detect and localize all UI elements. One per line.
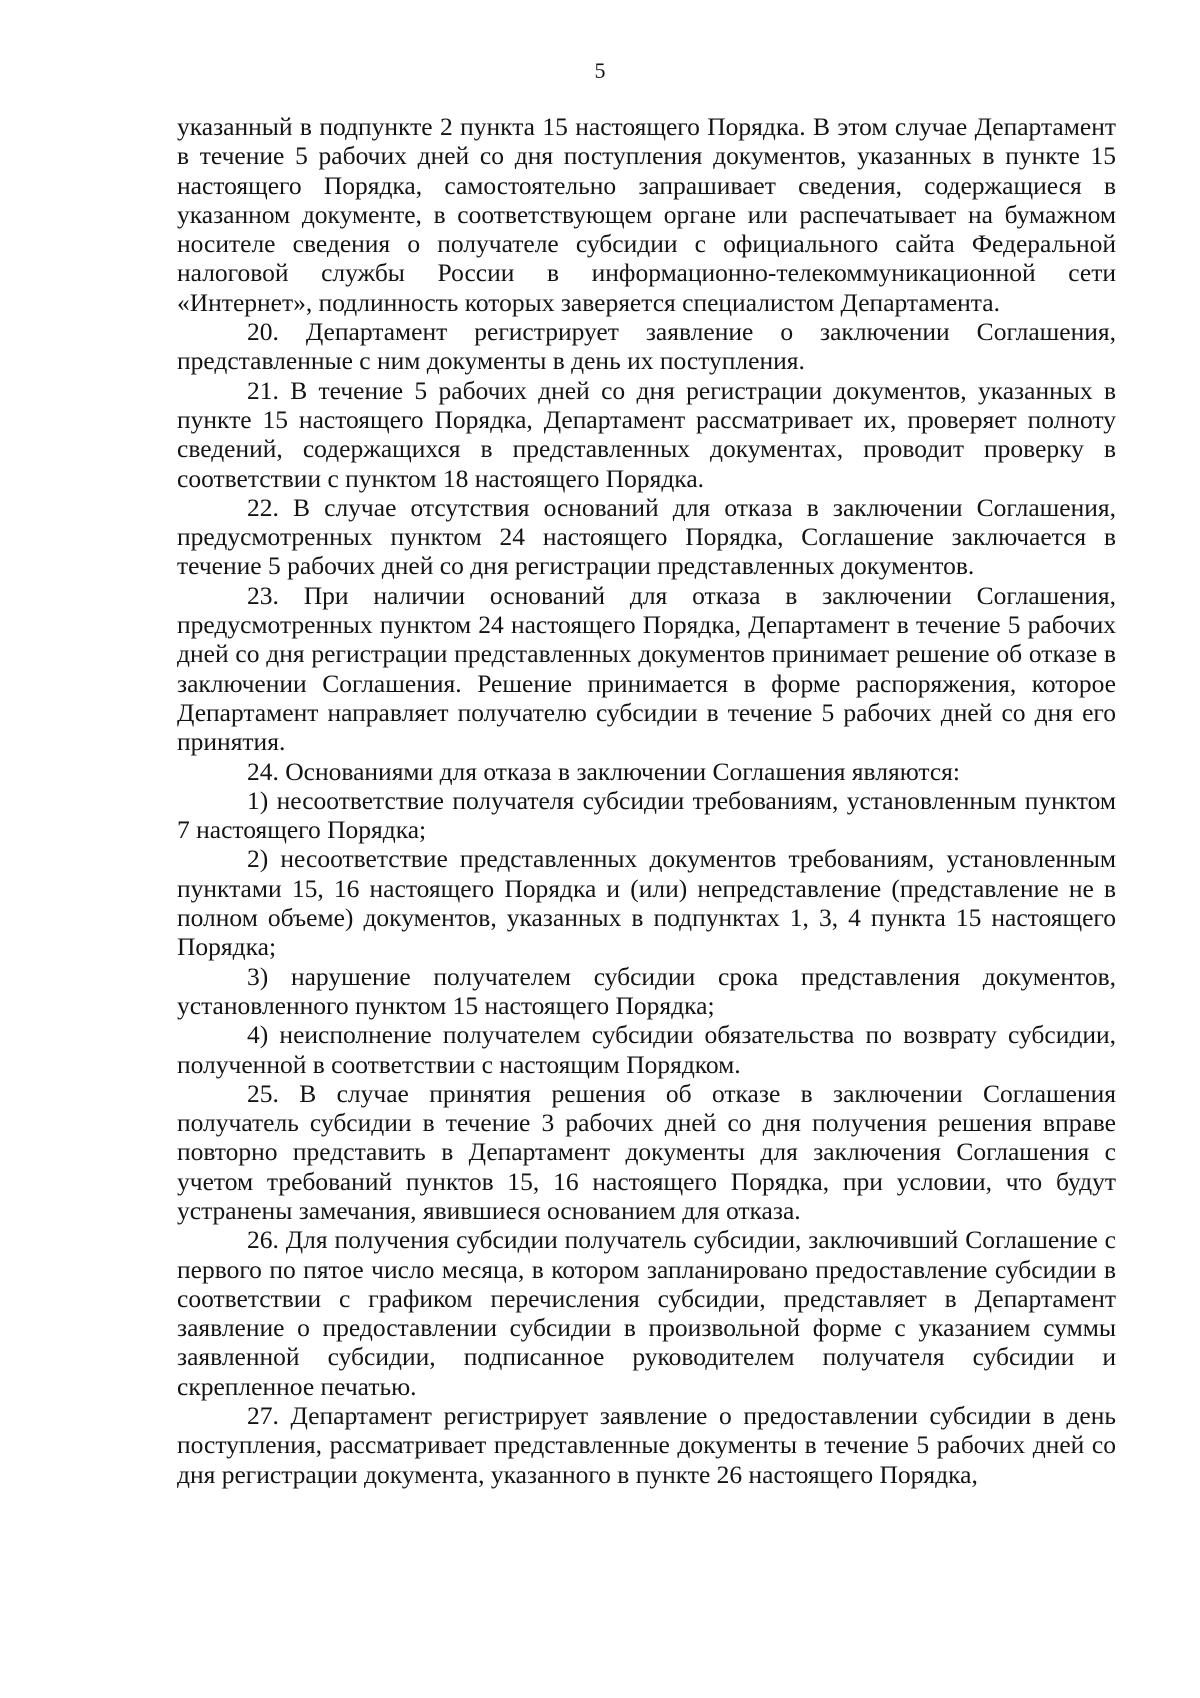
paragraph-20: 20. Департамент регистрирует заявление о заключении Соглашения, представленные с ним документы в день их поступления. (177, 317, 1116, 376)
paragraph-24-item-2: 2) несоответствие представленных документов требованиям, установленным пунктами 15, 16 настоящего Порядка и (или) непредставление (представление не в полном объеме) документов, указанных в подпунктах 1, 3, 4 пункта 15 настоящего Порядка; (177, 844, 1116, 962)
paragraph-21: 21. В течение 5 рабочих дней со дня регистрации документов, указанных в пункте 15 настоящего Порядка, Департамент рассматривает их, проверяет полноту сведений, содержащихся в представленных документах, проводит проверку в соответствии с пунктом 18 настоящего Порядка. (177, 375, 1116, 493)
paragraph-26: 26. Для получения субсидии получатель субсидии, заключивший Соглашение с первого по пятое число месяца, в котором запланировано предоставление субсидии в соответствии с графиком перечисления субсидии, представляет в Департамент заявление о предоставлении субсидии в произвольной форме с указанием суммы заявленной субсидии, подписанное руководителем получателя субсидии и скрепленное печатью. (177, 1225, 1116, 1401)
document-body (177, 112, 1116, 1489)
paragraph-24-item-4: 4) неисполнение получателем субсидии обязательства по возврату субсидии, полученной в соответствии с настоящим Порядком. (177, 1020, 1116, 1079)
paragraph-27: 27. Департамент регистрирует заявление о предоставлении субсидии в день поступления, рассматривает представленные документы в течение 5 рабочих дней со дня регистрации документа, указанного в пункте 26 настоящего Порядка, (177, 1401, 1116, 1489)
paragraph-24: 24. Основаниями для отказа в заключении Соглашения являются: (247, 756, 960, 786)
paragraph-22: 22. В случае отсутствия оснований для отказа в заключении Соглашения, предусмотренных пунктом 24 настоящего Порядка, Соглашение заключается в течение 5 рабочих дней со дня регистрации представленных документов. (177, 492, 1116, 581)
paragraph-23: 23. При наличии оснований для отказа в заключении Соглашения, предусмотренных пунктом 24 настоящего Порядка, Департамент в течение 5 рабочих дней со дня регистрации представленных документов принимает решение об отказе в заключении Соглашения. Решение принимается в форме распоряжения, которое Департамент направляет получателю субсидии в течение 5 рабочих дней со дня его принятия. (177, 580, 1116, 757)
paragraph-24-item-1: 1) несоответствие получателя субсидии требованиям, установленным пунктом 7 настоящего Порядка; (177, 785, 1116, 845)
page-number: 5 (594, 58, 606, 83)
paragraph-24-item-3: 3) нарушение получателем субсидии срока представления документов, установленного пунктом 15 настоящего Порядка; (177, 961, 1116, 1020)
paragraph-continuation: указанный в подпункте 2 пункта 15 настоящего Порядка. В этом случае Департамент в течение 5 рабочих дней со дня поступления документов, указанных в пункте 15 настоящего Порядка, самостоятельно запрашивает сведения, содержащиеся в указанном документе, в соответствующем органе или распечатывает на бумажном носителе сведения о получателе субсидии с официального сайта Федеральной налоговой службы России в информационно-телекоммуникационной сети «Интернет», подлинность которых заверяется специалистом Департамента. (177, 112, 1116, 317)
paragraph-25: 25. В случае принятия решения об отказе в заключении Соглашения получатель субсидии в течение 3 рабочих дней со дня получения решения вправе повторно представить в Департамент документы для заключения Соглашения с учетом требований пунктов 15, 16 настоящего Порядка, при условии, что будут устранены замечания, явившиеся основанием для отказа. (177, 1078, 1116, 1225)
